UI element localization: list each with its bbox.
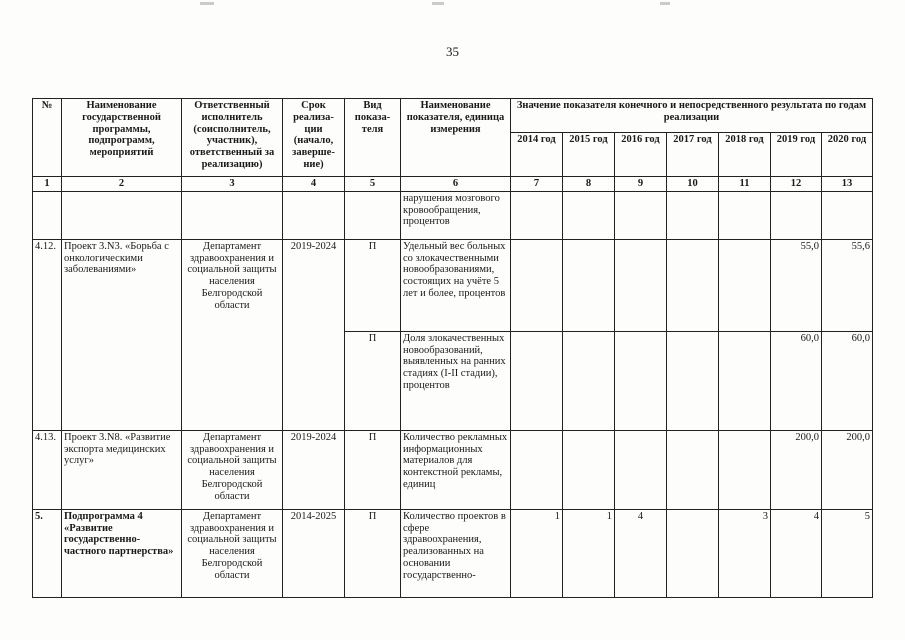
header-name: Наименование государственной программы, подпрограмм, мероприятий [62, 99, 182, 177]
header-indicator: Наименование показателя, единица измерения [401, 99, 511, 177]
header-year: 2017 год [667, 133, 719, 177]
value-2019: 55,0 [771, 239, 822, 331]
indicator-cell: Количество рекламных информационных материалов для контекстной рекламы, единиц [401, 430, 511, 509]
value-2020: 200,0 [822, 430, 873, 509]
value-2020: 60,0 [822, 331, 873, 430]
term-cell: 2019-2024 [283, 239, 345, 430]
header-year: 2014 год [511, 133, 563, 177]
value-2016: 4 [615, 509, 667, 597]
column-number: 9 [615, 177, 667, 192]
page-number: 35 [446, 44, 459, 59]
column-number: 5 [345, 177, 401, 192]
column-number: 1 [33, 177, 62, 192]
column-number-row [33, 177, 873, 192]
header-type: Вид показа-теля [345, 99, 401, 177]
value-2014: 1 [511, 509, 563, 597]
column-number: 13 [822, 177, 873, 192]
measure-name: Проект 3.N8. «Развитие экспорта медицинских услуг» [62, 430, 182, 509]
measure-name: Проект 3.N3. «Борьба с онкологическими заболеваниями» [62, 239, 182, 430]
indicator-cell: нарушения мозгового кровообращения, процентов [401, 191, 511, 239]
type-cell: П [345, 239, 401, 331]
indicator-cell: Доля злокачественных новообразований, выявленных на ранних стадиях (I-II стадии), процентов [401, 331, 511, 430]
value-2019: 4 [771, 509, 822, 597]
scan-smudge [432, 2, 444, 5]
executor-cell: Департамент здравоохранения и социальной защиты населения Белгородской области [182, 430, 283, 509]
column-number: 11 [719, 177, 771, 192]
table-row [33, 239, 873, 331]
value-2019: 200,0 [771, 430, 822, 509]
column-number: 10 [667, 177, 719, 192]
header-values-group: Значение показателя конечного и непосредственного результата по годам реализации [511, 99, 873, 133]
column-number: 2 [62, 177, 182, 192]
column-number: 3 [182, 177, 283, 192]
header-year: 2016 год [615, 133, 667, 177]
executor-cell: Департамент здравоохранения и социальной защиты населения Белгородской области [182, 509, 283, 597]
column-number: 6 [401, 177, 511, 192]
column-number: 12 [771, 177, 822, 192]
row-number: 4.12. [33, 239, 62, 430]
header-year: 2018 год [719, 133, 771, 177]
header-executor: Ответственный исполнитель (соисполнитель, участник), ответственный за реализацию) [182, 99, 283, 177]
row-number: 5. [33, 509, 62, 597]
indicators-table [32, 98, 873, 598]
table-row [33, 191, 873, 239]
header-no: № [33, 99, 62, 177]
value-2019: 60,0 [771, 331, 822, 430]
type-cell: П [345, 430, 401, 509]
scan-smudge [200, 2, 214, 5]
type-cell: П [345, 331, 401, 430]
header-year: 2020 год [822, 133, 873, 177]
scan-smudge [660, 2, 670, 5]
value-2020: 55,6 [822, 239, 873, 331]
value-2018: 3 [719, 509, 771, 597]
column-number: 8 [563, 177, 615, 192]
header-row [33, 99, 873, 133]
value-2020: 5 [822, 509, 873, 597]
header-term: Срок реализа-ции (начало, заверше-ние) [283, 99, 345, 177]
table-row [33, 430, 873, 509]
term-cell: 2019-2024 [283, 430, 345, 509]
column-number: 7 [511, 177, 563, 192]
value-2015: 1 [563, 509, 615, 597]
header-year: 2019 год [771, 133, 822, 177]
type-cell: П [345, 509, 401, 597]
row-number: 4.13. [33, 430, 62, 509]
indicator-cell: Количество проектов в сфере здравоохранения, реализованных на основании государственно- [401, 509, 511, 597]
measure-name: Подпрограмма 4 «Развитие государственно-частного партнерства» [62, 509, 182, 597]
term-cell: 2014-2025 [283, 509, 345, 597]
indicator-cell: Удельный вес больных со злокачественными новообразованиями, состоящих на учёте 5 лет и более, процентов [401, 239, 511, 331]
executor-cell: Департамент здравоохранения и социальной защиты населения Белгородской области [182, 239, 283, 430]
table-row [33, 509, 873, 597]
column-number: 4 [283, 177, 345, 192]
header-year: 2015 год [563, 133, 615, 177]
